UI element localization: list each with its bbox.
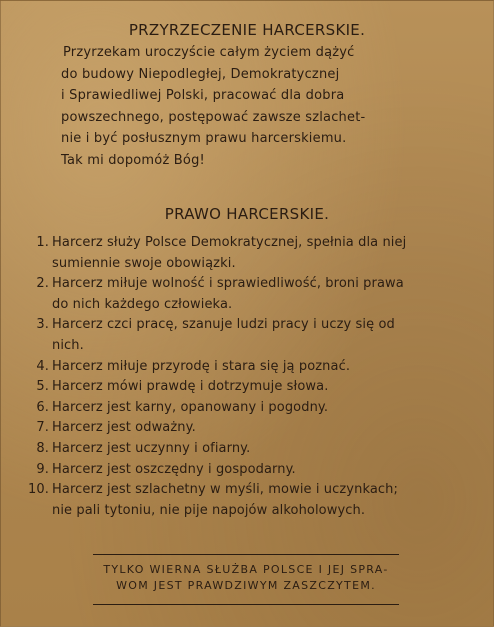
law-item-number: 2. [36, 276, 49, 292]
motto-top-divider [93, 554, 399, 555]
law-item-line: Harcerz służy Polsce Demokratycznej, spełnia dla niej [52, 235, 407, 250]
law-item-line: Harcerz jest karny, opanowany i pogodny. [52, 399, 329, 415]
law-item-line: Harcerz miłuje przyrodę i stara się ją poznać. [52, 358, 351, 374]
law-item-text [52, 398, 481, 419]
motto-bottom-divider [93, 604, 399, 605]
law-item-number: 3. [36, 317, 49, 333]
law-item-text [52, 315, 481, 356]
law-item-text [52, 357, 481, 378]
law-item [21, 377, 481, 398]
law-item-line: Harcerz jest odważny. [52, 420, 196, 436]
law-item [21, 480, 481, 521]
law-item-number: 5. [36, 379, 49, 395]
law-item-number: 8. [36, 440, 49, 456]
law-item-line: nich. [52, 337, 84, 353]
law-item-number: 7. [36, 420, 49, 436]
law-item [21, 398, 481, 419]
law-item [21, 418, 481, 439]
law-item [21, 357, 481, 378]
law-item-line: Harcerz czci pracę, szanuje ludzi pracy i uczy się od [52, 317, 395, 333]
motto-line: WOM JEST PRAWDZIWYM ZASZCZYTEM. [116, 579, 376, 592]
pledge-title: PRZYRZECZENIE HARCERSKIE. [128, 21, 366, 39]
law-item [21, 439, 481, 460]
law-item-text [52, 439, 481, 460]
pledge-line: i Sprawiedliwej Polski, pracować dla dobra [61, 88, 345, 103]
pledge-line: Tak mi dopomóż Bóg! [61, 152, 205, 168]
law-item-number: 1. [36, 235, 49, 250]
law-item-line: Harcerz jest szlachetny w myśli, mowie i uczynkach; [52, 482, 398, 498]
law-item-text [52, 274, 481, 315]
pledge-line: powszechnego, postępować zawsze szlachet- [61, 109, 366, 125]
law-item-line: sumiennie swoje obowiązki. [52, 255, 236, 271]
law-item-text [52, 460, 481, 481]
law-item-text [52, 377, 481, 398]
law-item-line: Harcerz mówi prawdę i dotrzymuje słowa. [52, 379, 329, 395]
law-item-line: Harcerz jest oszczędny i gospodarny. [52, 461, 296, 477]
law-title: PRAWO HARCERSKIE. [164, 205, 330, 223]
law-item-text [52, 418, 481, 439]
pledge-text [61, 42, 437, 171]
law-item-number: 6. [36, 399, 49, 415]
law-item-text [52, 233, 481, 274]
law-item [21, 460, 481, 481]
pledge-line: do budowy Niepodległej, Demokratycznej [61, 66, 340, 82]
law-item [21, 233, 481, 274]
law-item-number: 4. [36, 358, 49, 374]
pledge-line: Przyrzekam uroczyście całym życiem dążyć [63, 45, 355, 60]
law-item-text [52, 480, 481, 521]
law-item-number: 9. [36, 461, 49, 477]
law-item [21, 315, 481, 356]
motto-line: TYLKO WIERNA SŁUŻBA POLSCE I JEJ SPRA- [103, 563, 389, 576]
motto [93, 562, 399, 594]
law-item-line: Harcerz jest uczynny i ofiarny. [52, 440, 251, 456]
law-item-line: Harcerz miłuje wolność i sprawiedliwość, broni prawa [52, 276, 404, 292]
law-item-number: 10. [28, 482, 49, 498]
law-item-line: do nich każdego człowieka. [52, 296, 233, 312]
law-item [21, 274, 481, 315]
law-item-line: nie pali tytoniu, nie pije napojów alkoholowych. [52, 502, 366, 518]
law-list [21, 233, 481, 521]
pledge-line: nie i być posłusznym prawu harcerskiemu. [61, 131, 347, 146]
